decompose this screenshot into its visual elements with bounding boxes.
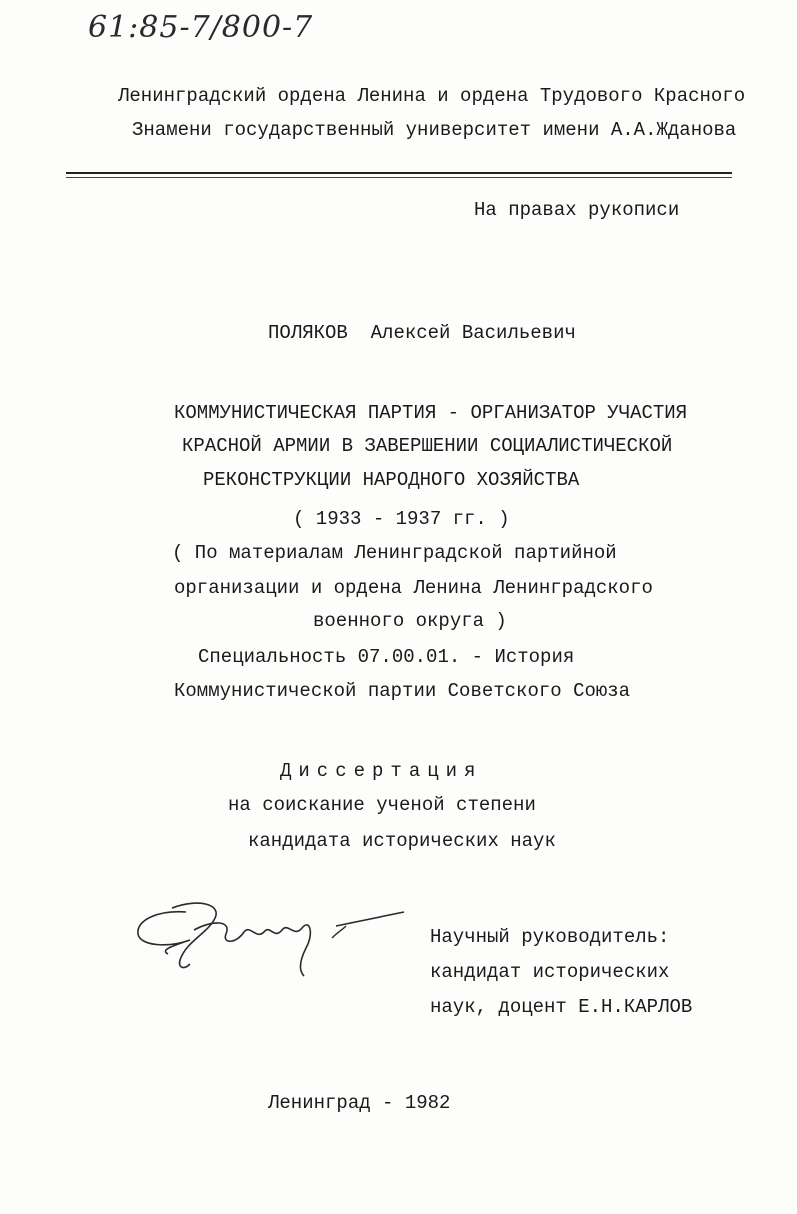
title-line-3: РЕКОНСТРУКЦИИ НАРОДНОГО ХОЗЯЙСТВА — [203, 469, 580, 491]
author-signature — [128, 890, 418, 980]
materials-line-2: организации и ордена Ленина Ленинградского — [174, 577, 653, 599]
title-years: ( 1933 - 1937 гг. ) — [293, 508, 510, 530]
specialty-line-1: Специальность 07.00.01. - История — [198, 646, 575, 668]
header-divider-thin — [66, 177, 732, 178]
materials-line-3: военного округа ) — [313, 610, 507, 632]
manuscript-rights: На правах рукописи — [474, 199, 680, 221]
university-line-1: Ленинградский ордена Ленина и ордена Трудового Красного — [118, 85, 746, 107]
author-name — [268, 321, 576, 345]
author-surname: ПОЛЯКОВ — [268, 322, 348, 344]
title-line-1: КОММУНИСТИЧЕСКАЯ ПАРТИЯ - ОРГАНИЗАТОР УЧАСТИЯ — [174, 402, 688, 424]
author-given-names: Алексей Васильевич — [370, 322, 576, 344]
supervisor-line-2: кандидат исторических — [430, 961, 670, 983]
degree-line-1: на соискание ученой степени — [228, 794, 536, 816]
header-divider — [66, 172, 732, 174]
dissertation-heading: Диссертация — [280, 760, 483, 782]
archive-mark: 61:85-7/800-7 — [88, 10, 314, 45]
supervisor-line-1: Научный руководитель: — [430, 926, 670, 948]
materials-line-1: ( По материалам Ленинградской партийной — [172, 542, 617, 564]
specialty-line-2: Коммунистической партии Советского Союза — [174, 680, 631, 702]
supervisor-line-3: наук, доцент Е.Н.КАРЛОВ — [430, 996, 693, 1018]
degree-line-2: кандидата исторических наук — [248, 830, 556, 852]
place-and-year: Ленинград - 1982 — [268, 1092, 451, 1114]
university-line-2: Знамени государственный университет имени А.А.Жданова — [132, 119, 737, 141]
title-line-2: КРАСНОЙ АРМИИ В ЗАВЕРШЕНИИ СОЦИАЛИСТИЧЕСКОЙ — [182, 435, 673, 457]
